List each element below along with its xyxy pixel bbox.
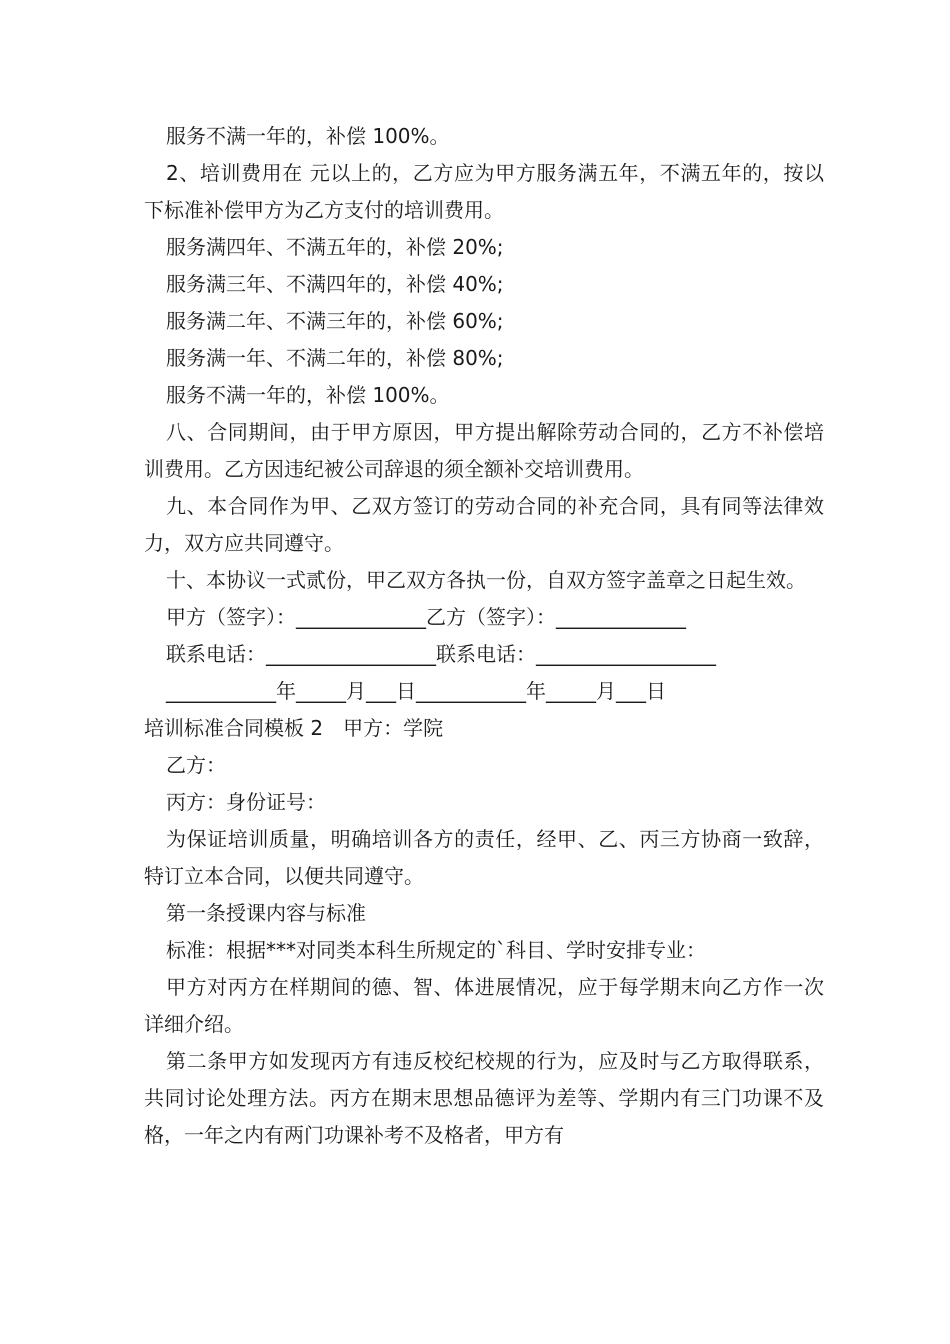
paragraph-progress-report: 甲方对丙方在样期间的德、智、体进展情况，应于每学期末向乙方作一次详细介绍。: [144, 975, 824, 1036]
paragraph-one-to-two-years: 服务满一年、不满二年的，补偿 80%;: [166, 346, 504, 370]
phone-line: 联系电话：_________________联系电话：__________________: [166, 642, 716, 666]
paragraph-purpose: 为保证培训质量，明确培训各方的责任，经甲、乙、丙三方协商一致辞，特订立本合同，以便共同遵守。: [144, 827, 824, 888]
paragraph-compensation-under-one-year: 服务不满一年的，补偿 100%。: [166, 124, 450, 148]
paragraph-article-two: 第二条甲方如发现丙方有违反校纪校规的行为，应及时与乙方取得联系，共同讨论处理方法。丙方在期末思想品德评为差等、学期内有三门功课不及格，一年之内有两门功课补考不及格者，甲方有: [144, 1049, 824, 1147]
template-2-heading: 培训标准合同模板 2 甲方：学院: [144, 716, 444, 740]
paragraph-training-fee-clause-2: 2、培训费用在 元以上的，乙方应为甲方服务满五年，不满五年的，按以下标准补偿甲方为乙方支付的培训费用。: [144, 161, 824, 222]
paragraph-four-to-five-years: 服务满四年、不满五年的，补偿 20%;: [166, 235, 504, 259]
paragraph-article-nine: 九、本合同作为甲、乙双方签订的劳动合同的补充合同，具有同等法律效力，双方应共同遵守。: [144, 494, 824, 555]
paragraph-standard: 标准：根据***对同类本科生所规定的`科目、学时安排专业：: [166, 938, 706, 962]
signature-line: 甲方（签字）：_____________乙方（签字）：_____________: [166, 605, 686, 629]
paragraph-article-eight: 八、合同期间，由于甲方原因，甲方提出解除劳动合同的，乙方不补偿培训费用。乙方因违纪被公司辞退的须全额补交培训费用。: [144, 420, 824, 481]
document-body: [144, 118, 824, 1154]
date-line: ___________年_____月___日___________年_____月___日: [166, 679, 666, 703]
article-one-heading: 第一条授课内容与标准: [166, 901, 366, 925]
paragraph-two-to-three-years: 服务满二年、不满三年的，补偿 60%;: [166, 309, 504, 333]
paragraph-article-ten: 十、本协议一式贰份，甲乙双方各执一份，自双方签字盖章之日起生效。: [166, 568, 806, 592]
party-c-line: 丙方：身份证号：: [166, 790, 326, 814]
party-b-line: 乙方：: [166, 753, 226, 777]
paragraph-three-to-four-years: 服务满三年、不满四年的，补偿 40%;: [166, 272, 504, 296]
paragraph-under-one-year: 服务不满一年的，补偿 100%。: [166, 383, 450, 407]
